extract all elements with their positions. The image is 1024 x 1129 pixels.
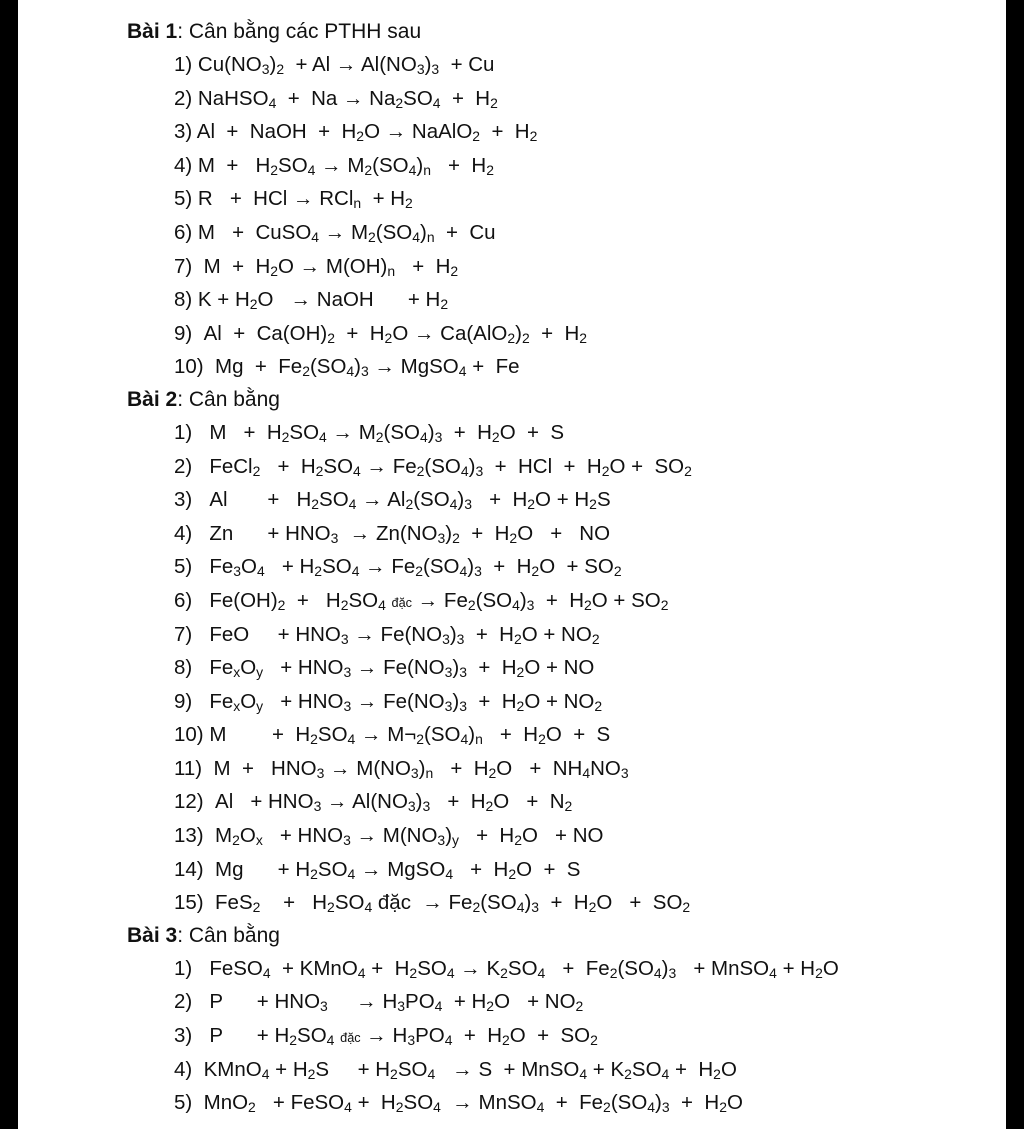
equation-item: 12) $Al + HNO_3 \to Al(NO_3)_3 + H_2O + N_2$ [174,790,573,815]
equation-item: 9) $Al + Ca(OH)_2 + H_2O \to Ca(AlO_2)_2 + H_2$ [174,321,588,346]
equation-item: 8) $K + H_2O$ → NaOH + $H_2$ [174,288,449,313]
section-label: Bài 1 [127,20,178,43]
section-title-bai-1: Bài 1: Cân bằng các PTHH sau [127,20,422,43]
equation-item: 3) P + $H_2SO_4$ đặc → $H_3PO_4 + H_2O + SO_2$ [174,1024,598,1049]
equation-item: 13) $M_2O_x + HNO_3 \to M(NO_3)_y + H_2O$ + NO [174,824,604,849]
equation-item: 5) $Fe_3O_4 + H_2SO_4 \to Fe_2(SO_4)_3 + H_2O + SO_2$ [174,555,622,580]
equation-item: 7) FeO + $HNO_3 \to Fe(NO_3)_3 + H_2O + NO_2$ [174,622,600,647]
equation-item: 6) M + CuSO$_4$ → $M_2(SO_4)_n + Cu$ [174,220,496,246]
equation-item: 10) M + $H_2SO_4$ → $M\neg_2(SO_4)_n + H_2O + S$ [174,723,611,748]
equation-item: 2) FeCl$_2$ + $H_2SO_4 \to Fe_2(SO_4)_3$ + HCl + $H_2O + SO_2$ [174,454,692,479]
exercise-content [127,16,997,1120]
equation-item: 4) KMnO$_4$ + $H_2S$ + $H_2SO_4 \to S$ + MnSO$_4$ + $K_2SO_4 + H_2O$ [174,1057,737,1082]
equation-list [127,952,997,1120]
equation-item: 5) R + HCl → $RCl_n + H_2$ [174,187,413,212]
equation-item: 6) $Fe(OH)_2 + H_2SO_4$ đặc → $Fe_2(SO_4)_3 + H_2O + SO_2$ [174,588,669,613]
equation-item: 2) P + $HNO_3$ → $H_3PO_4 + H_2O + NO_2$ [174,990,584,1015]
equation-item: 15) FeS$_2$ + $H_2SO_4$ đặc → $Fe_2(SO_4)_3 + H_2O + SO_2$ [174,891,691,916]
section-label: Bài 2 [127,387,178,411]
section-title-bai-3: Bài 3: Cân bằng [127,923,280,947]
section-title-bai-2: Bài 2: Cân bằng [127,387,280,411]
section-instruction: Cân bằng [188,387,280,411]
equation-item: 3) Al + NaOH + $H_2O$ → NaAlO$_2$ + $H_2$ [174,120,538,145]
equation-item: 5) MnO$_2$ + FeSO$_4$ + $H_2SO_4$ → MnSO$_4$ + $Fe_2(SO_4)_3 + H_2O$ [174,1091,743,1116]
section-instruction: Cân bằng các PTHH sau [188,20,422,43]
equation-item: 8) $Fe_xO_y + HNO_3 \to Fe(NO_3)_3 + H_2O$ + NO [174,656,595,681]
document-page [18,0,1006,1129]
equation-item: 11) $M + HNO_3 \to M(NO_3)_n + H_2O + NH_4NO_3$ [174,756,629,781]
equation-item: 3) Al + $H_2SO_4 \to Al_2(SO_4)_3 + H_2O + H_2S$ [174,488,611,513]
section-label: Bài 3 [127,923,178,947]
section-instruction: Cân bằng [188,923,280,947]
equation-item: 4) $M + H_2SO_4 \to M_2(SO_4)_n + H_2$ [174,153,494,178]
equation-item: 1) FeSO$_4$ + KMnO$_4$ + $H_2SO_4 \to K_2SO_4 + Fe_2(SO_4)_3$ + MnSO$_4$ + $H_2O$ [174,956,839,981]
equation-list [127,416,997,920]
equation-item: 9) $Fe_xO_y + HNO_3 \to Fe(NO_3)_3 + H_2O + NO_2$ [174,689,603,714]
equation-list [127,48,997,384]
equation-item: 1) $M + H_2SO_4 \to M_2(SO_4)_3 + H_2O + S$ [174,420,565,445]
equation-item: 1) $Cu(NO_3)_2 + Al \to Al(NO_3)_3 + Cu$ [174,53,495,78]
equation-item: 10) $Mg + Fe_2(SO_4)_3$ → MgSO$_4$ + Fe [174,355,520,380]
equation-item: 4) Zn + $HNO_3 \to Zn(NO_3)_2 + H_2O$ + NO [174,521,611,546]
equation-item: 14) Mg + $H_2SO_4$ → MgSO$_4$ + $H_2O + S$ [174,857,581,882]
equation-item: 2) NaHSO$_4$ + $Na \to Na_2SO_4 + H_2$ [174,86,498,111]
equation-item: 7) $M + H_2O \to M(OH)_n + H_2$ [174,254,459,279]
